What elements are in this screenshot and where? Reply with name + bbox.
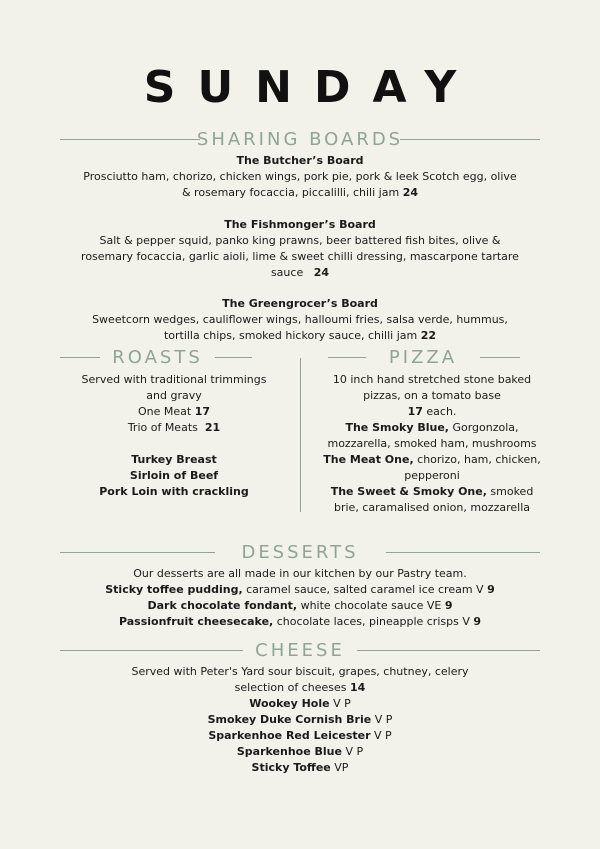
dessert-name: Dark chocolate fondant, [147,599,298,612]
roasts-intro: Served with traditional trimmings [81,373,267,386]
board-desc: Prosciutto ham, chorizo, chicken wings, pork pie, pork & leek Scotch egg, olive [83,170,517,183]
section-heading-sharing: SHARING BOARDS [196,129,404,150]
pizza-desc: mozzarella, smoked ham, mushrooms [327,437,537,450]
desserts-intro: Our desserts are all made in our kitchen by our Pastry team. [133,567,467,580]
dessert-name: Sticky toffee pudding, [105,583,243,596]
page-title: SUNDAY [143,62,479,113]
board-desc: Sweetcorn wedges, cauliflower wings, halloumi fries, salsa verde, hummus, [92,313,508,326]
dessert-name: Passionfruit cheesecake, [118,615,274,628]
pizza-desc: pepperoni [404,469,460,482]
divider [60,357,100,358]
roasts-intro: and gravy [146,389,202,402]
cheese-name: Sparkenhoe Blue [236,745,342,758]
board-name: The Fishmonger’s Board [224,218,376,231]
dessert-desc: white chocolate sauce VE [300,599,442,612]
cheese-tag: V P [345,745,364,758]
cheese-name: Wookey Hole [249,697,330,710]
price: 21 [204,421,221,434]
desserts-block [60,566,540,630]
cheese-intro: selection of cheeses [234,681,347,694]
roasts-block [60,372,288,500]
pizza-name: The Meat One, [323,453,414,466]
pizza-desc: brie, caramalised onion, mozzarella [333,501,530,514]
board-desc: Salt & pepper squid, panko king prawns, beer battered fish bites, olive & [99,234,501,247]
pizza-desc: chorizo, ham, chicken, [417,453,541,466]
cheese-name: Sparkenhoe Red Leicester [208,729,371,742]
pizza-intro: 10 inch hand stretched stone baked [332,373,532,386]
price: 22 [420,329,437,342]
section-heading-roasts: ROASTS [112,347,203,368]
roast-item: Pork Loin with crackling [99,485,249,498]
section-heading-desserts: DESSERTS [241,542,359,563]
dessert-desc: caramel sauce, salted caramel ice cream V [246,583,484,596]
cheese-name: Smokey Duke Cornish Brie [207,713,372,726]
roast-option: Trio of Meats [127,421,198,434]
board-greengrocer [60,296,540,344]
cheese-tag: V P [374,713,393,726]
price: 9 [473,615,482,628]
board-desc: & rosemary focaccia, piccalilli, chili jam [181,186,400,199]
pizza-each: each. [426,405,457,418]
cheese-tag: VP [334,761,349,774]
dessert-desc: chocolate laces, pineapple crisps V [276,615,470,628]
price: 17 [194,405,211,418]
roast-item: Turkey Breast [131,453,217,466]
pizza-name: The Smoky Blue, [345,421,449,434]
pizza-desc: smoked [490,485,534,498]
divider [480,357,520,358]
pizza-block [312,372,552,516]
price: 14 [350,681,366,694]
price: 24 [313,266,330,279]
cheese-block [60,664,540,776]
roast-item: Sirloin of Beef [129,469,219,482]
board-desc: sauce [270,266,304,279]
pizza-name: The Sweet & Smoky One, [330,485,487,498]
divider [215,357,252,358]
board-name: The Butcher’s Board [236,154,364,167]
board-desc: tortilla chips, smoked hickory sauce, chilli jam [163,329,418,342]
board-desc: rosemary focaccia, garlic aioli, lime & sweet chilli dressing, mascarpone tartare [81,250,519,263]
cheese-name: Sticky Toffee [251,761,331,774]
pizza-desc: Gorgonzola, [452,421,519,434]
price: 24 [402,186,418,199]
cheese-intro: Served with Peter's Yard sour biscuit, grapes, chutney, celery [131,665,469,678]
column-divider [300,358,301,512]
board-name: The Greengrocer’s Board [222,297,378,310]
cheese-tag: V P [374,729,392,742]
pizza-intro: pizzas, on a tomato base [363,389,501,402]
price: 9 [444,599,453,612]
divider [328,357,366,358]
section-heading-cheese: CHEESE [255,640,345,661]
section-heading-pizza: PIZZA [388,347,458,368]
board-fishmonger [60,217,540,281]
price: 17 [407,405,423,418]
cheese-tag: V P [333,697,351,710]
roast-option: One Meat [137,405,192,418]
board-butcher [60,153,540,201]
price: 9 [487,583,495,596]
